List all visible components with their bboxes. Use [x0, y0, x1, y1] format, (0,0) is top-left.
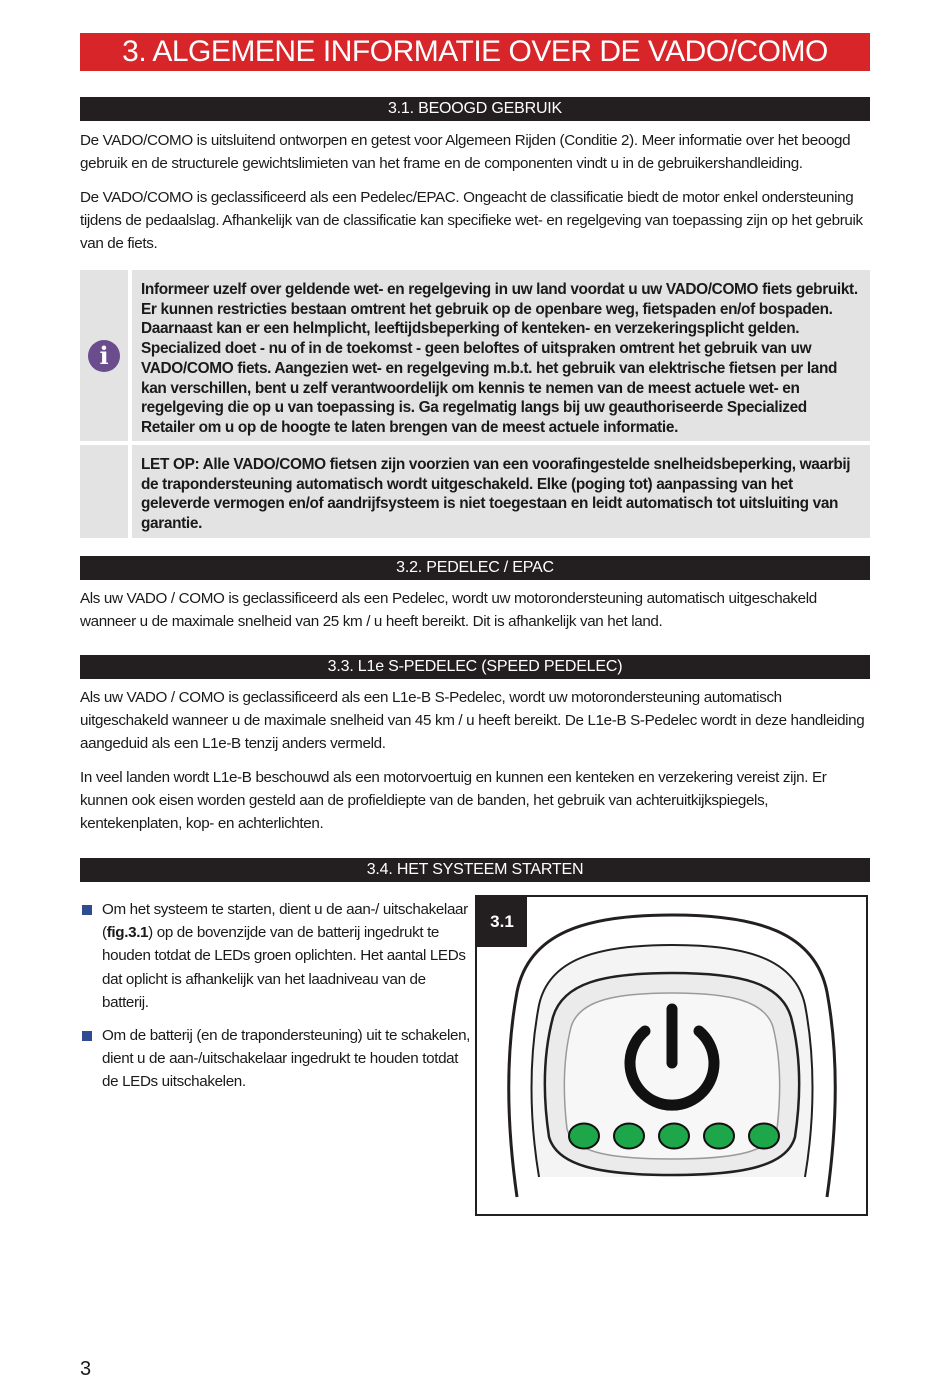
led-indicator [614, 1124, 644, 1149]
bullet-square-icon [82, 1031, 92, 1041]
led-indicator [659, 1124, 689, 1149]
paragraph-beoogd-gebruik-2: De VADO/COMO is geclassificeerd als een Pedelec/EPAC. Ongeacht de classificatie biedt de motor enkel ondersteuning tijdens de pedaalslag. Afhankelijk van de classificatie kan specifieke wet- en regelgeving van toepassing zijn op het gebruik van de fiets. [80, 189, 863, 253]
bullet-square-icon [82, 905, 92, 915]
figure-reference: fig.3.1 [106, 924, 149, 942]
info-note-text: Informeer uzelf over geldende wet- en regelgeving in uw land voordat u uw VADO/COMO fiets gebruikt. Er kunnen restricties bestaan omtrent het gebruik op de openbare weg, fietspaden en/of bospaden. Daarnaast kan er een helmplicht, leeftijdsbeperking of kenteken- en verzekeringsplicht gelden. Specialized doet - nu of in de toekomst - geen beloftes of uitspraken omtrent het gebruik van uw VADO/COMO fiets. Aangezien wet- en regelgeving m.b.t. het gebruik van elektrische fietsen per land kan verschillen, bent u zelf verantwoordelijk om kennis te nemen van de meest actuele wet- en regelgeving die op u van toepassing is. Ga regelmatig langs bij uw geauthoriseerde Specialized Retailer om u op de hoogte te laten brengen van de meest actuele informatie. [132, 270, 870, 441]
page-title: 3. ALGEMENE INFORMATIE OVER DE VADO/COMO [80, 33, 870, 71]
paragraph-beoogd-gebruik-1: De VADO/COMO is uitsluitend ontworpen en getest voor Algemeen Rijden (Conditie 2). Meer informatie over het beoogd gebruik en de structurele gewichtslimieten van het frame en de componenten vindt u in de gebruikershandleiding. [80, 132, 851, 173]
info-icon: i [88, 340, 120, 372]
list-item-start [80, 898, 475, 1014]
list-item-start-text-a: Om het systeem te starten, dient u de aan-/ uitschakelaar ( [102, 901, 468, 942]
led-indicator [749, 1124, 779, 1149]
led-indicator [704, 1124, 734, 1149]
section-heading-beoogd-gebruik: 3.1. BEOOGD GEBRUIK [80, 97, 870, 121]
info-note [80, 270, 870, 441]
paragraph-speed-pedelec-2: In veel landen wordt L1e-B beschouwd als een motorvoertuig en kunnen een kenteken en verzekering vereist zijn. Er kunnen ook eisen worden gesteld aan de profieldiepte van de banden, het gebruik van achteruitkijkspiegels, kentekenplaten, kop- en achterlichten. [80, 769, 827, 833]
instruction-list [80, 898, 475, 1104]
section-heading-speed-pedelec: 3.3. L1e S-PEDELEC (SPEED PEDELEC) [80, 655, 870, 679]
led-indicator [569, 1124, 599, 1149]
figure-label: 3.1 [477, 897, 527, 947]
info-note-sidebar [80, 270, 128, 441]
section-heading-pedelec: 3.2. PEDELEC / EPAC [80, 556, 870, 580]
page-number: 3 [80, 1358, 92, 1380]
figure-battery-button [475, 895, 868, 1216]
list-item-start-text-b: ) op de bovenzijde van de batterij ingedrukt te houden totdat de LEDs groen oplichten. Het aantal LEDs dat oplicht is afhankelijk van het laadniveau van de batterij. [102, 924, 466, 1011]
warning-note-sidebar [80, 445, 128, 538]
warning-note [80, 445, 870, 538]
section-heading-systeem-starten: 3.4. HET SYSTEEM STARTEN [80, 858, 870, 882]
battery-top-illustration [477, 897, 866, 1214]
list-item-stop-text: Om de batterij (en de trapondersteuning) uit te schakelen, dient u de aan-/uitschakelaar ingedrukt te houden totdat de LEDs uitschakelen. [102, 1027, 471, 1091]
paragraph-pedelec: Als uw VADO / COMO is geclassificeerd als een Pedelec, wordt uw motorondersteuning automatisch uitgeschakeld wanneer u de maximale snelheid van 25 km / u heeft bereikt. Dit is afhankelijk van het land. [80, 590, 817, 631]
paragraph-speed-pedelec-1: Als uw VADO / COMO is geclassificeerd als een L1e-B S-Pedelec, wordt uw motorondersteuning automatisch uitgeschakeld wanneer u de maximale snelheid van 45 km / u heeft bereikt. De L1e-B S-Pedelec wordt in deze handleiding aangeduid als een L1e-B tenzij anders vermeld. [80, 689, 865, 753]
list-item-stop [80, 1024, 475, 1094]
warning-note-text: LET OP: Alle VADO/COMO fietsen zijn voorzien van een voorafingestelde snelheidsbeperking, waarbij de trapondersteuning automatisch wordt uitgeschakeld. Elke (poging tot) aanpassing van het geleverde vermogen en/of aandrijfsysteem is niet toegestaan en leidt automatisch tot uitsluiting van garantie. [132, 445, 870, 538]
